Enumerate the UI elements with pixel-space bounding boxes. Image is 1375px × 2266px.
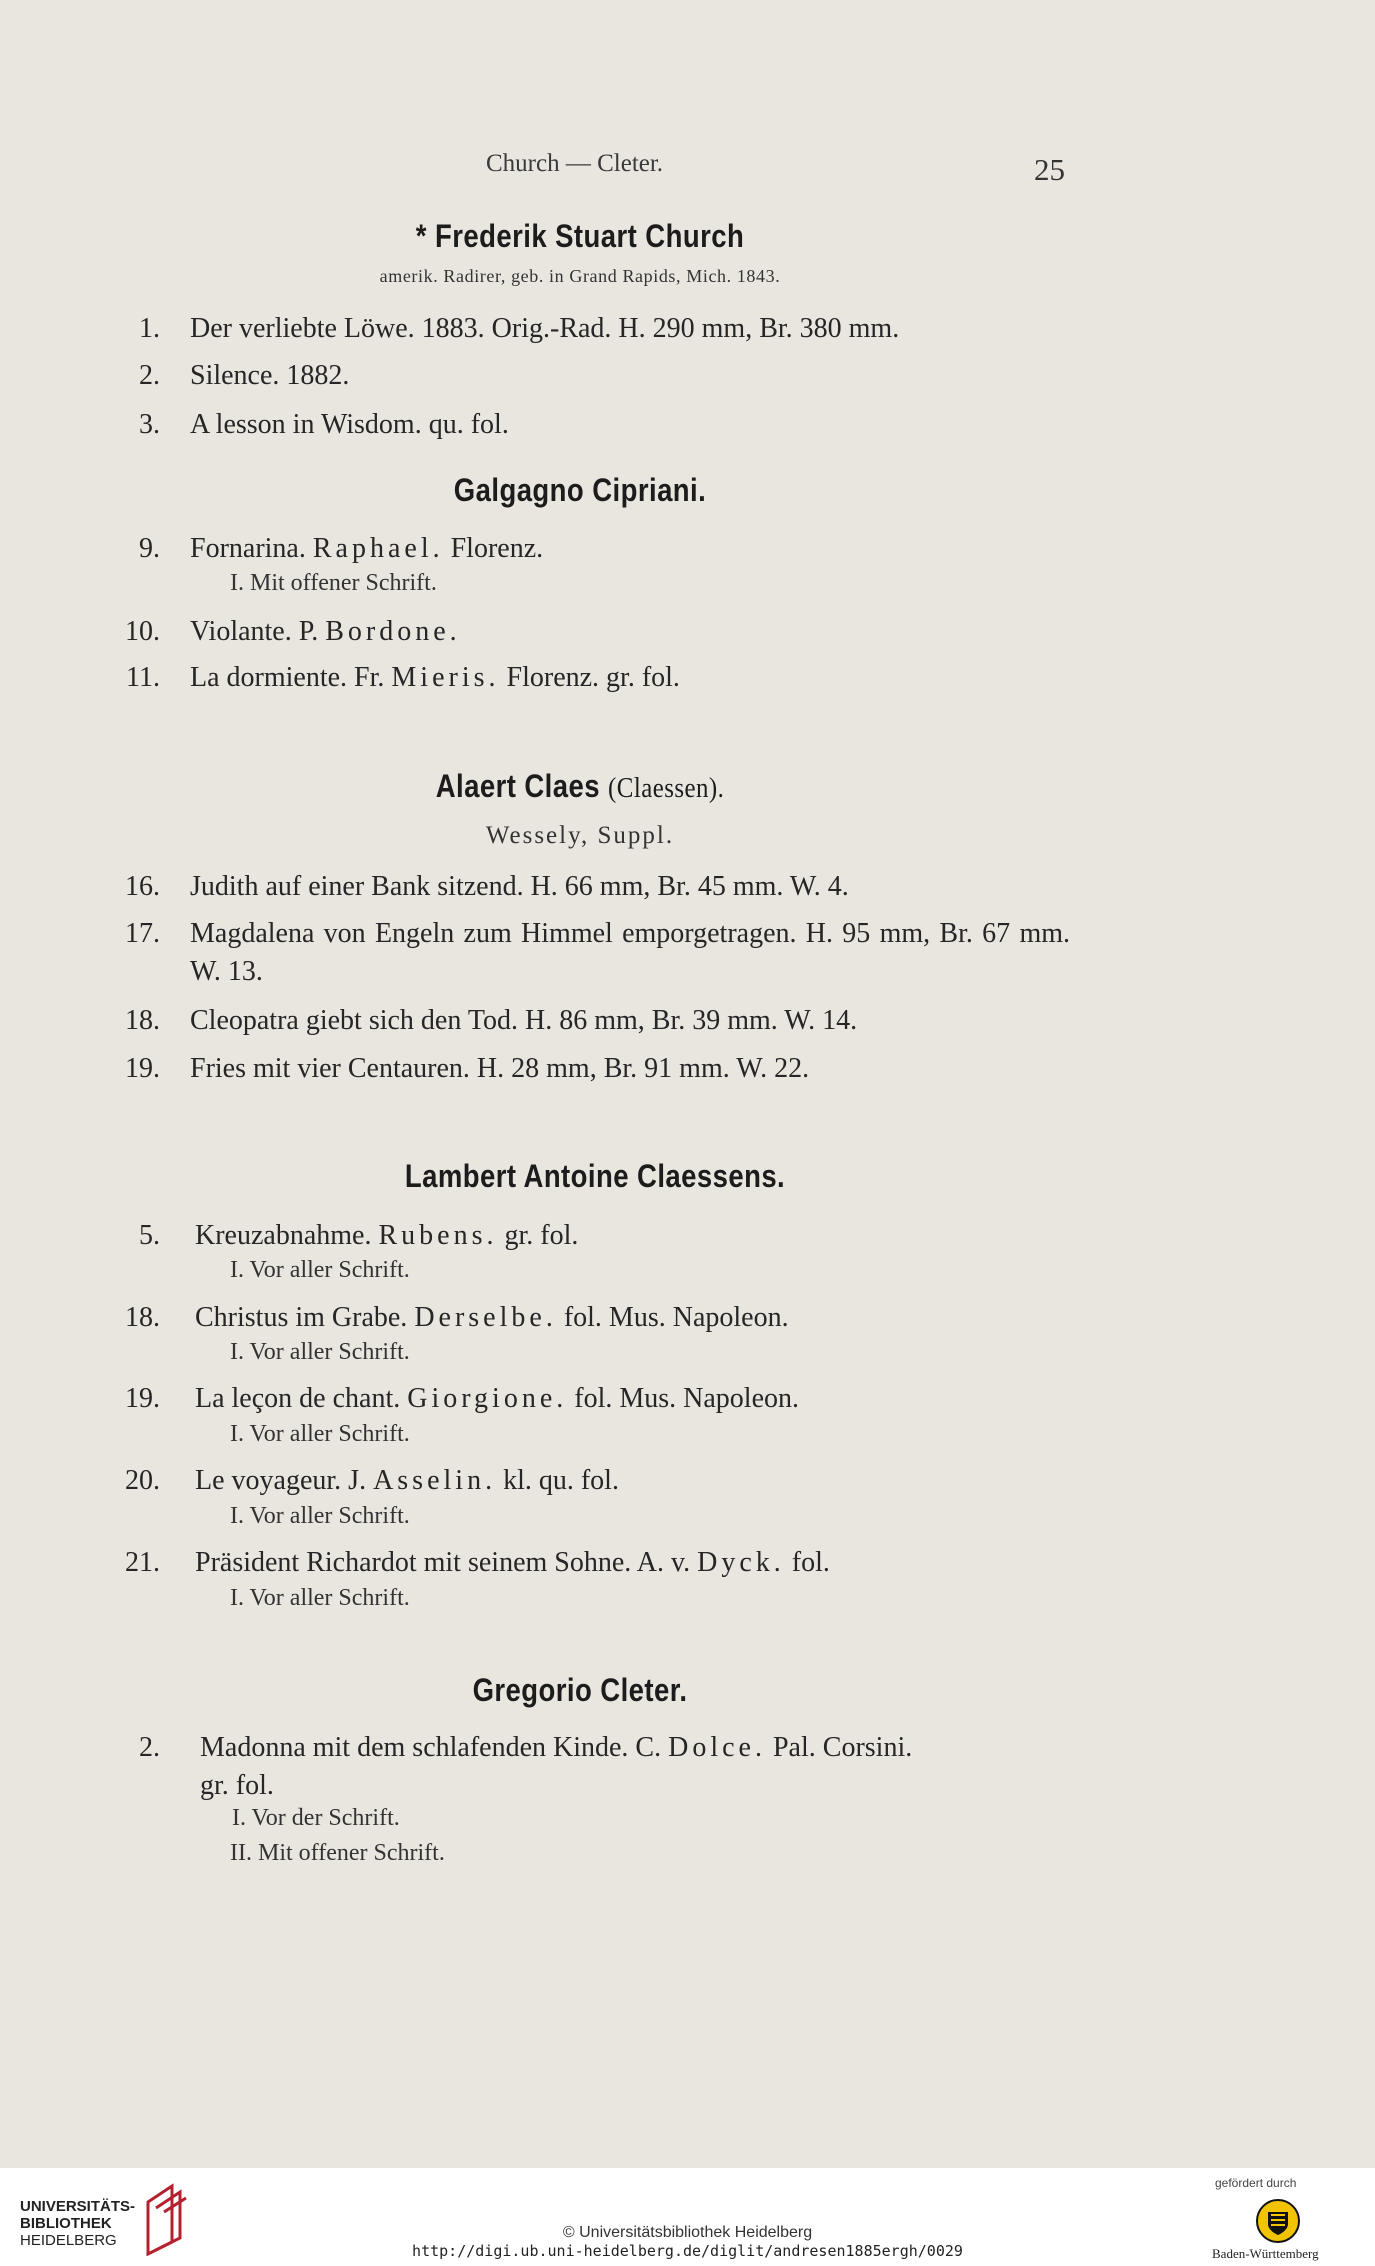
entry-text: Madonna mit dem schlafenden Kinde. C. Dolce. Pal. Corsini. [200,1732,913,1763]
engraved-artist: Bordone. [325,616,461,647]
entry-text: Violante. P. Bordone. [190,616,461,647]
engraved-artist: Dolce. [668,1732,766,1763]
heading-suffix: (Claessen). [608,772,725,804]
engraved-artist: Rubens. [378,1220,498,1251]
entry-number: 17. [125,918,160,949]
entry-number: 9. [139,533,160,564]
page-number: 25 [1034,152,1065,187]
funder-name: Baden-Württemberg [1212,2246,1319,2261]
entry-text: Kreuzabnahme. Rubens. gr. fol. [195,1220,579,1251]
print-state: I. Vor aller Schrift. [230,1339,410,1365]
print-state: I. Vor aller Schrift. [230,1421,410,1447]
library-name: UNIVERSITÄTS- BIBLIOTHEK HEIDELBERG [20,2198,136,2249]
print-state: I. Mit offener Schrift. [230,570,437,596]
engraved-artist: Giorgione. [407,1383,568,1414]
entry-number: 21. [125,1547,160,1578]
artist-subtitle-church: amerik. Radirer, geb. in Grand Rapids, Mich. 1843. [379,266,781,286]
entry-text: Fries mit vier Centauren. H. 28 mm, Br. 91 mm. W. 22. [190,1053,810,1084]
digitization-footer [0,2168,1375,2266]
artist-heading-claessens: Lambert Antoine Claessens. [404,1158,786,1194]
entry-text: Cleopatra giebt sich den Tod. H. 86 mm, Br. 39 mm. W. 14. [190,1005,858,1036]
entry-number: 2. [139,1732,160,1763]
artist-heading-claes: Alaert Claes (Claessen). [435,768,725,804]
entry-text: Präsident Richardot mit seinem Sohne. A. v. Dyck. fol. [195,1547,830,1578]
entry-number: 18. [125,1005,160,1036]
artist-heading-cipriani: Galgagno Cipriani. [453,472,707,508]
entry-number: 11. [126,662,160,693]
entry-number: 5. [139,1220,160,1251]
entry-text: Der verliebte Löwe. 1883. Orig.-Rad. H. 290 mm, Br. 380 mm. [190,313,900,344]
engraved-artist: Asselin. [373,1465,497,1496]
funded-by-label: gefördert durch [1215,2176,1297,2190]
entry-text: Silence. 1882. [190,360,350,391]
entry-text: Magdalena von Engeln zum Himmel emporgetragen. H. 95 mm, Br. 67 mm. W. 13. [190,918,1070,987]
entry-number: 10. [125,616,160,647]
entry-number: 18. [125,1302,160,1333]
entry-text: A lesson in Wisdom. qu. fol. [190,409,509,440]
entry-text: Christus im Grabe. Derselbe. fol. Mus. Napoleon. [195,1302,789,1333]
artist-subtitle-claes: Wessely, Suppl. [485,822,675,849]
entry-text: Fornarina. Raphael. Florenz. [190,533,544,564]
entry-text: La leçon de chant. Giorgione. fol. Mus. Napoleon. [195,1383,800,1414]
engraved-artist: Derselbe. [414,1302,557,1333]
print-state: II. Mit offener Schrift. [230,1840,445,1866]
print-state: I. Vor der Schrift. [232,1805,400,1831]
entry-number: 2. [139,360,160,391]
print-state: I. Vor aller Schrift. [230,1257,410,1283]
print-state: I. Vor aller Schrift. [230,1503,410,1529]
running-head [0,150,1375,190]
entry-text: Judith auf einer Bank sitzend. H. 66 mm, Br. 45 mm. W. 4. [190,871,849,902]
entry-number: 19. [125,1383,160,1414]
engraved-artist: Dyck. [697,1547,785,1578]
entry-number: 3. [139,409,160,440]
engraved-artist: Mieris. [391,662,500,693]
baden-wuerttemberg-crest-icon [1255,2198,1301,2244]
artist-heading-church: * Frederik Stuart Church [415,218,745,254]
entry-number: 16. [125,871,160,902]
print-state: I. Vor aller Schrift. [230,1585,410,1611]
artist-heading-cleter: Gregorio Cleter. [472,1672,688,1708]
entry-number: 19. [125,1053,160,1084]
permalink[interactable]: http://digi.ub.uni-heidelberg.de/diglit/andresen1885ergh/0029 [412,2242,963,2260]
running-title: Church — Cleter. [486,150,664,177]
entry-text: La dormiente. Fr. Mieris. Florenz. gr. fol. [190,662,680,693]
copyright-notice: © Universitätsbibliothek Heidelberg [562,2224,813,2241]
entry-text: gr. fol. [200,1770,274,1801]
entry-text: Le voyageur. J. Asselin. kl. qu. fol. [195,1465,619,1496]
entry-number: 20. [125,1465,160,1496]
engraved-artist: Raphael. [312,533,444,564]
entry-number: 1. [139,313,160,344]
